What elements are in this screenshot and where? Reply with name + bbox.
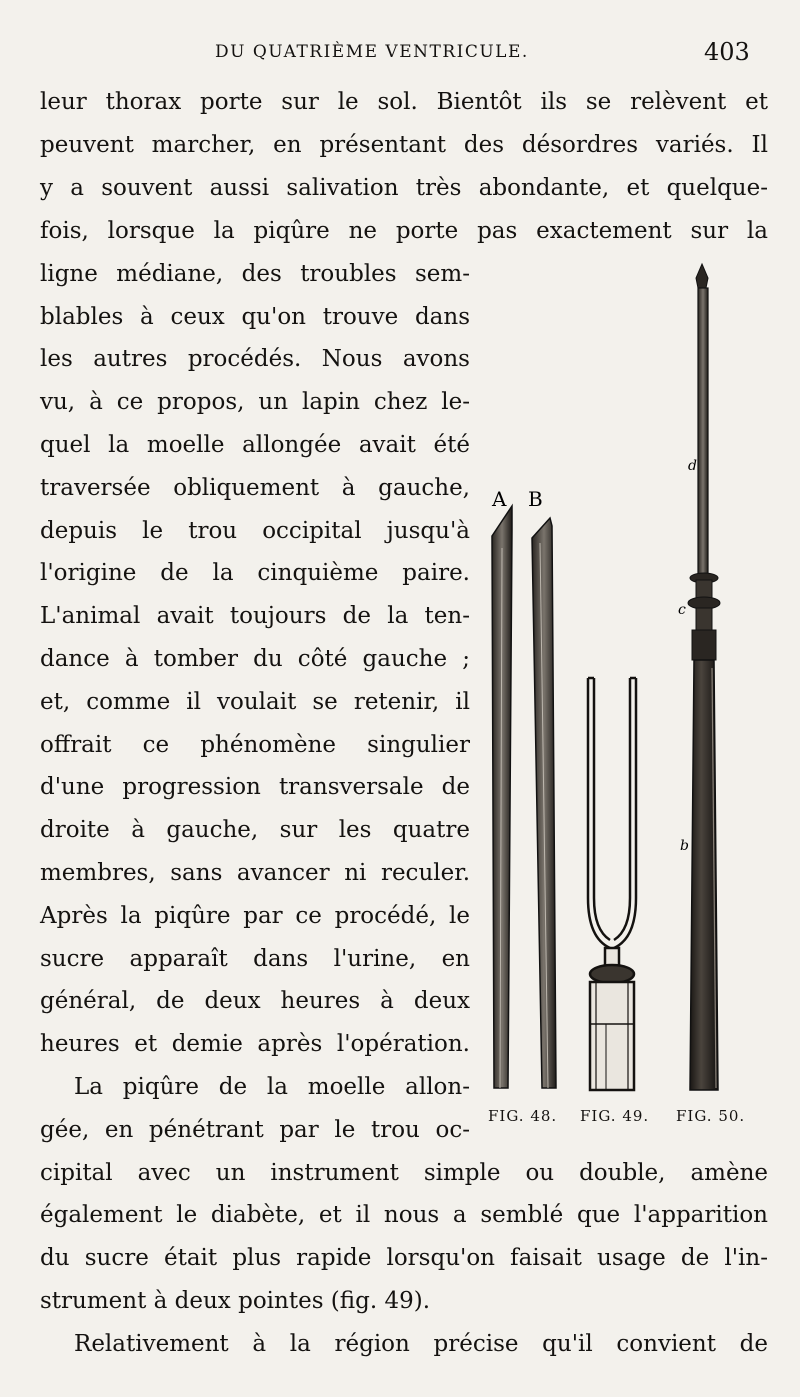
text-line: également le diabète, et il nous a semblé que l'apparition (40, 1202, 768, 1228)
caption-fig-48: FIG. 48. (488, 1107, 558, 1125)
text-line: cipital avec un instrument simple ou double, amène (40, 1160, 768, 1186)
text-line: l'origine de la cinquième paire. (40, 560, 470, 586)
instrument-illustration (470, 258, 770, 1108)
text-line: leur thorax porte sur le sol. Bientôt ils se relèvent et (40, 89, 768, 115)
figure-label-c: c (678, 602, 686, 618)
text-line: et, comme il voulait se retenir, il (40, 689, 470, 715)
running-head: DU QUATRIÈME VENTRICULE. (215, 42, 529, 62)
text-line: strument à deux pointes (fig. 49). (40, 1288, 431, 1314)
page-number: 403 (704, 38, 750, 66)
fig-50-trocar (688, 264, 720, 1090)
text-line: quel la moelle allongée avait été (40, 432, 470, 458)
text-line: Relativement à la région précise qu'il convient de (74, 1331, 768, 1357)
fig-49-fork (588, 678, 636, 1090)
text-line: sucre apparaît dans l'urine, en (40, 946, 470, 972)
text-line: traversée obliquement à gauche, (40, 475, 470, 501)
figure-label-a: A (492, 487, 507, 511)
text-line: L'animal avait toujours de la ten- (40, 603, 470, 629)
text-line: droite à gauche, sur les quatre (40, 817, 470, 843)
text-line: membres, sans avancer ni reculer. (40, 860, 470, 886)
fig-48-blade-b (532, 518, 556, 1088)
text-line: dance à tomber du côté gauche ; (40, 646, 470, 672)
text-line: Après la piqûre par ce procédé, le (40, 903, 470, 929)
text-line: depuis le trou occipital jusqu'à (40, 518, 470, 544)
fig-48-blade-a (492, 506, 512, 1088)
text-line: La piqûre de la moelle allon- (74, 1074, 470, 1100)
text-line: d'une progression transversale de (40, 774, 470, 800)
figure-label-b-lower: b (680, 838, 689, 854)
text-line: vu, à ce propos, un lapin chez le- (40, 389, 470, 415)
text-line: général, de deux heures à deux (40, 988, 470, 1014)
text-line: les autres procédés. Nous avons (40, 346, 470, 372)
text-line: blables à ceux qu'on trouve dans (40, 304, 470, 330)
figure-captions (488, 1107, 758, 1131)
figure-label-b: B (528, 487, 543, 511)
page-header (0, 38, 800, 72)
text-line: gée, en pénétrant par le trou oc- (40, 1117, 470, 1143)
text-line: offrait ce phénomène singulier (40, 732, 470, 758)
text-line: du sucre était plus rapide lorsqu'on faisait usage de l'in- (40, 1245, 768, 1271)
text-line: peuvent marcher, en présentant des désordres variés. Il (40, 132, 768, 158)
figure-label-d: d (688, 458, 697, 474)
text-line: heures et demie après l'opération. (40, 1031, 470, 1057)
caption-fig-49: FIG. 49. (580, 1107, 650, 1125)
text-line: ligne médiane, des troubles sem- (40, 261, 470, 287)
caption-fig-50: FIG. 50. (676, 1107, 746, 1125)
text-line: fois, lorsque la piqûre ne porte pas exactement sur la (40, 218, 768, 244)
text-line: y a souvent aussi salivation très abondante, et quelque- (40, 175, 768, 201)
